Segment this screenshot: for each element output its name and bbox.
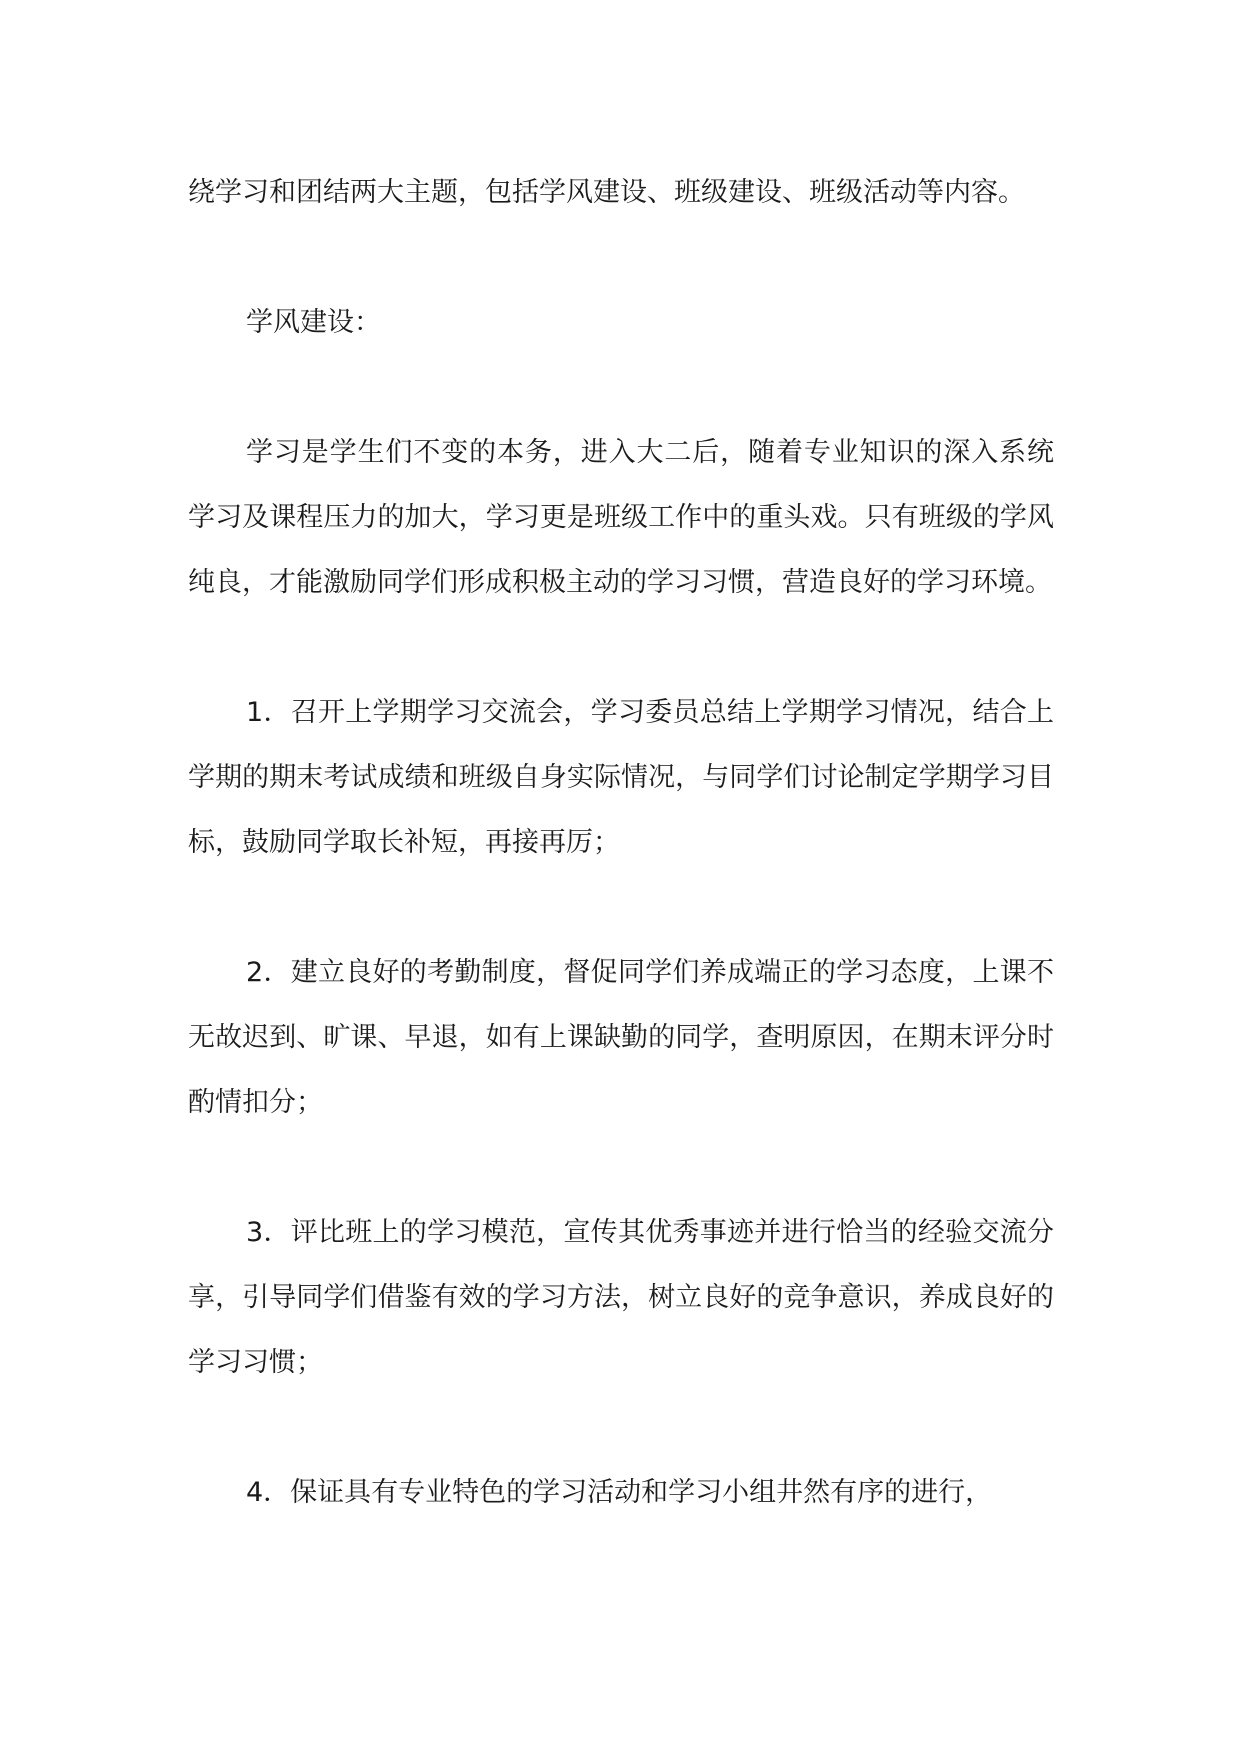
- list-item-1: 1．召开上学期学习交流会，学习委员总结上学期学习情况，结合上学期的期末考试成绩和班级自身实际情况，与同学们讨论制定学期学习目标，鼓励同学取长补短，再接再厉；: [188, 697, 1054, 858]
- document-body: [188, 160, 1054, 1525]
- paragraph-continuation: 绕学习和团结两大主题，包括学风建设、班级建设、班级活动等内容。: [188, 177, 1025, 208]
- paragraph-intro: 学习是学生们不变的本务，进入大二后，随着专业知识的深入系统学习及课程压力的加大，学习更是班级工作中的重头戏。只有班级的学风纯良，才能激励同学们形成积极主动的学习习惯，营造良好的学习环境。: [188, 437, 1054, 598]
- list-item-3: 3．评比班上的学习模范，宣传其优秀事迹并进行恰当的经验交流分享，引导同学们借鉴有效的学习方法，树立良好的竞争意识，养成良好的学习习惯；: [188, 1217, 1054, 1378]
- list-item-4: 4．保证具有专业特色的学习活动和学习小组井然有序的进行，: [246, 1477, 993, 1508]
- list-item-2: 2．建立良好的考勤制度，督促同学们养成端正的学习态度，上课不无故迟到、旷课、早退，如有上课缺勤的同学，查明原因，在期末评分时酌情扣分；: [188, 957, 1054, 1118]
- section-heading-study-style: 学风建设：: [246, 307, 381, 338]
